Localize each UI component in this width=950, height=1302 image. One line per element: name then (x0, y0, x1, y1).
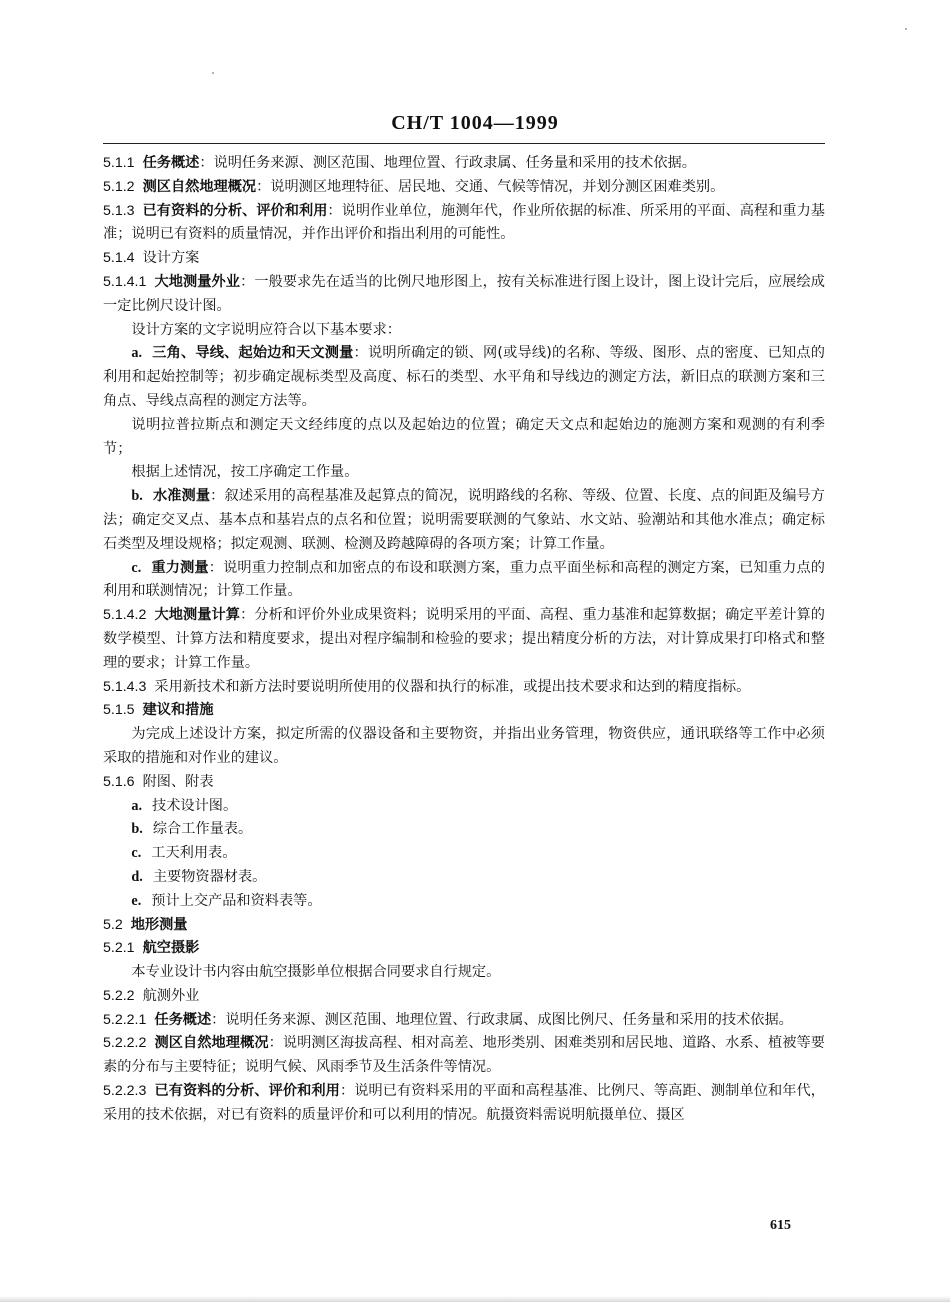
para-aerial-spec: 本专业设计书内容由航空摄影单位根据合同要求自行规定。 (131, 964, 501, 981)
list-item-d: d. 主要物资器材表。 (131, 868, 267, 885)
para-5-1-4: 5.1.4 设计方案 (103, 250, 200, 267)
para-5-1-4-1: 5.1.4.1 大地测量外业：一般要求先在适当的比例尺地形图上，按有关标准进行图上设计，图上设计完后，应展绘成一定比例尺设计图。 (103, 273, 825, 314)
para-suggestions: 为完成上述设计方案，拟定所需的仪器设备和主要物资，并指出业务管理，物资供应，通讯联络等工作中必须采取的措施和对作业的建议。 (103, 726, 825, 766)
para-5-2-1: 5.2.1 航空摄影 (103, 940, 200, 957)
para-item-a-triangulation: a. 三角、导线、起始边和天文测量：说明所确定的锁、网(或导线)的名称、等级、图形、点的密度、已知点的利用和起始控制等；初步确定觇标类型及高度、标石的类型、水平角和导线边的测定方法，新旧点的联测方案和三角点、导线点高程的测定方法等。 (103, 345, 825, 409)
para-5-2-2: 5.2.2 航测外业 (103, 987, 200, 1004)
para-5-2-2-3: 5.2.2.3 已有资料的分析、评价和利用：说明已有资料采用的平面和高程基准、比例尺、等高距、测制单位和年代，采用的技术依据，对已有资料的质量评价和可以利用的情况。航摄资料需说明航摄单位、摄区 (103, 1083, 825, 1123)
para-5-1-1: 5.1.1 任务概述：说明任务来源、测区范围、地理位置、行政隶属、任务量和采用的技术依据。 (103, 155, 696, 171)
para-5-2-2-1: 5.2.2.1 任务概述：说明任务来源、测区范围、地理位置、行政隶属、成图比例尺、任务量和采用的技术依据。 (103, 1011, 793, 1028)
para-5-1-4-3: 5.1.4.3 采用新技术和新方法时要说明所使用的仪器和执行的标准，或提出技术要求和达到的精度指标。 (103, 678, 751, 695)
standard-code-header: CH/T 1004—1999 (391, 112, 559, 134)
para-5-2: 5.2 地形测量 (103, 916, 188, 933)
para-item-c-gravity: c. 重力测量：说明重力控制点和加密点的布设和联测方案，重力点平面坐标和高程的测定方案，已知重力点的利用和联测情况；计算工作量。 (103, 559, 825, 600)
scan-speck (905, 28, 907, 30)
para-5-1-3: 5.1.3 已有资料的分析、评价和利用：说明作业单位，施测年代，作业所依据的标准、所采用的平面、高程和重力基准；说明已有资料的质量情况，并作出评价和指出利用的可能性。 (103, 202, 825, 243)
list-item-b: b. 综合工作量表。 (131, 821, 253, 838)
document-body (103, 152, 825, 1128)
list-item-a: a. 技术设计图。 (131, 797, 238, 814)
para-5-1-5: 5.1.5 建议和措施 (103, 702, 214, 719)
page-number: 615 (770, 1218, 791, 1233)
header-rule (103, 143, 825, 144)
list-item-e: e. 预计上交产品和资料表等。 (131, 892, 322, 909)
para-design-intro: 设计方案的文字说明应符合以下基本要求： (131, 321, 401, 338)
para-5-1-4-2: 5.1.4.2 大地测量计算：分析和评价外业成果资料；说明采用的平面、高程、重力基准和起算数据；确定平差计算的数学模型、计算方法和精度要求，提出对程序编制和检验的要求；提出精度分析的方法，对计算成果打印格式和整理的要求；计算工作量。 (103, 607, 825, 671)
para-5-2-2-2: 5.2.2.2 测区自然地理概况：说明测区海拔高程、相对高差、地形类别、困难类别和居民地、道路、水系、植被等要素的分布与主要特征；说明气候、风雨季节及生活条件等情况。 (103, 1035, 825, 1076)
scan-speck (212, 72, 214, 74)
para-5-1-6: 5.1.6 附图、附表 (103, 773, 214, 790)
para-5-1-2: 5.1.2 测区自然地理概况：说明测区地理特征、居民地、交通、气候等情况，并划分测区困难类别。 (103, 178, 725, 195)
para-item-b-leveling: b. 水准测量：叙述采用的高程基准及起算点的简况，说明路线的名称、等级、位置、长度、点的间距及编号方法；确定交叉点、基本点和基岩点的点名和位置；说明需要联测的气象站、水文站、验潮站和其他水准点；确定标石类型及埋设规格；拟定观测、联测、检测及跨越障碍的各项方案；计算工作量。 (103, 488, 825, 552)
list-item-c: c. 工天利用表。 (131, 845, 237, 862)
scan-edge-shadow (0, 1296, 950, 1302)
para-laplace: 说明拉普拉斯点和测定天文经纬度的点以及起始边的位置；确定天文点和起始边的施测方案和观测的有利季节； (103, 416, 825, 457)
para-workload: 根据上述情况，按工序确定工作量。 (131, 464, 359, 481)
